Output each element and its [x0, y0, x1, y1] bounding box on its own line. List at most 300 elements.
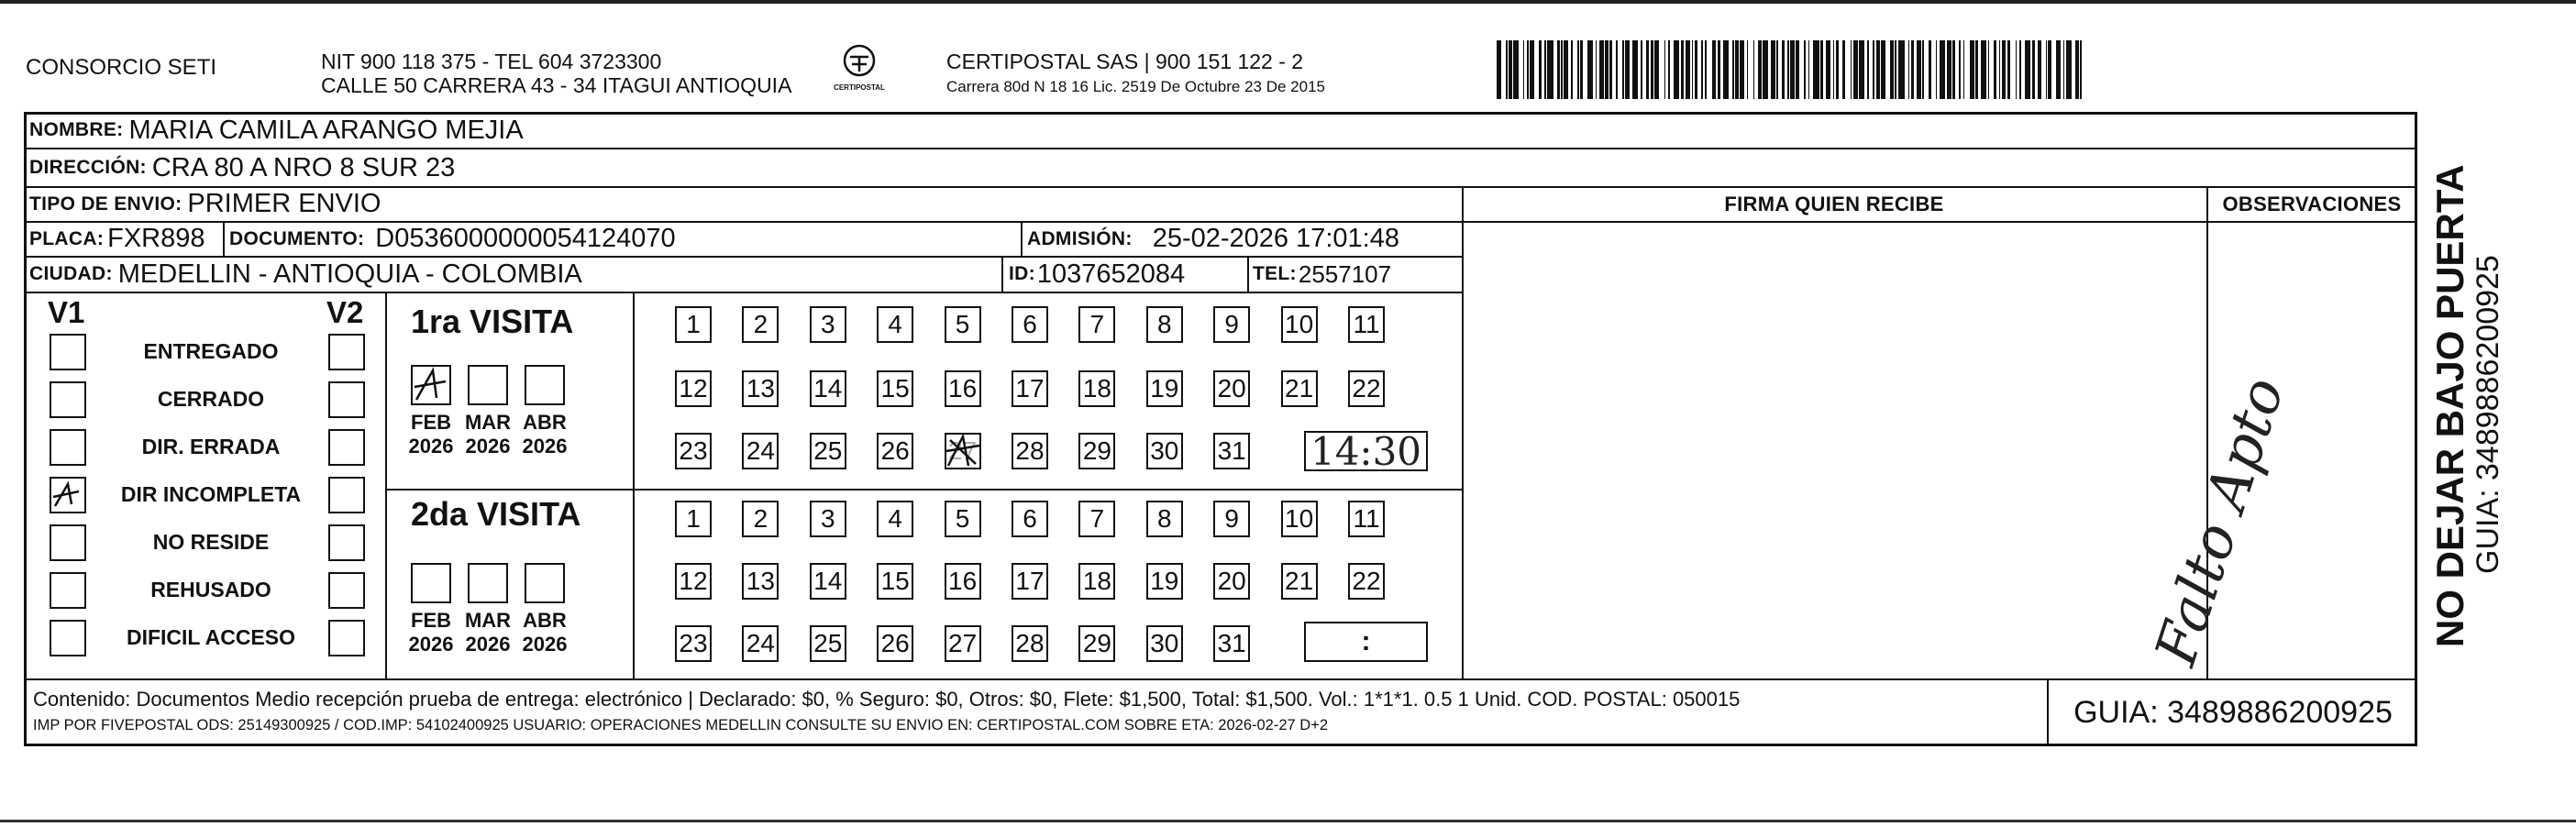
certipostal-line1: CERTIPOSTAL SAS | 900 151 122 - 2	[946, 50, 1304, 73]
barcode-bar	[2002, 40, 2007, 99]
barcode-bar	[1596, 40, 1598, 99]
day-box[interactable]	[945, 563, 981, 600]
day-box[interactable]	[1348, 563, 1385, 600]
day-number: 1	[686, 310, 701, 338]
barcode-bar	[1599, 40, 1604, 99]
scan-bottom-edge	[0, 820, 2576, 822]
barcode-bar	[1753, 40, 1755, 99]
day-box[interactable]	[675, 306, 712, 343]
barcode-bar	[2007, 40, 2010, 99]
visit2-time-box[interactable]: :	[1304, 622, 1428, 662]
day-box[interactable]	[877, 501, 913, 537]
barcode-bar	[2019, 40, 2021, 99]
barcode-bar	[1622, 40, 1624, 99]
month-label: ABR	[523, 609, 567, 632]
day-number: 15	[880, 374, 910, 402]
documento-value: D0536000000054124070	[375, 224, 676, 253]
placa-label: PLACA:	[29, 227, 105, 249]
barcode-bar	[1876, 40, 1879, 99]
day-box[interactable]	[810, 433, 846, 469]
barcode-bar	[1705, 40, 1707, 99]
barcode-bar	[1616, 40, 1618, 99]
barcode-bar	[1523, 40, 1525, 99]
barcode-bar	[1952, 40, 1955, 99]
day-number: 7	[1089, 310, 1105, 338]
day-box[interactable]	[742, 306, 779, 343]
barcode-bar	[1959, 40, 1961, 99]
side-no-dejar: NO DEJAR BAJO PUERTA	[2428, 164, 2471, 647]
barcode-bar	[1587, 40, 1593, 99]
barcode-bar	[1947, 40, 1951, 99]
day-box[interactable]	[945, 433, 981, 469]
month-checkbox[interactable]	[411, 563, 451, 603]
barcode-bar	[1826, 40, 1830, 99]
barcode-bar	[1580, 40, 1583, 99]
observation-handwriting: Falto Apto	[2141, 369, 2297, 673]
day-box[interactable]	[742, 563, 779, 600]
admision-label: ADMISIÓN:	[1027, 227, 1133, 249]
year-label: 2026	[522, 435, 568, 458]
day-box[interactable]	[1281, 306, 1318, 343]
barcode-bar	[1758, 40, 1761, 99]
day-number: 20	[1217, 374, 1246, 402]
documento-label: DOCUMENTO:	[229, 227, 365, 249]
direccion-label: DIRECCIÓN:	[29, 157, 147, 178]
barcode-bar	[1988, 40, 1990, 99]
barcode-bar	[2046, 40, 2048, 99]
day-box[interactable]	[1078, 501, 1115, 537]
logo-text: CERTIPOSTAL	[834, 83, 885, 92]
month-label: MAR	[464, 609, 512, 632]
visit1-time-box[interactable]: 14:30	[1304, 431, 1428, 471]
month-label: FEB	[411, 609, 451, 632]
day-box[interactable]	[1213, 501, 1250, 537]
day-number: 28	[1015, 629, 1045, 657]
v1-checkbox[interactable]	[50, 429, 86, 466]
day-box[interactable]	[1146, 433, 1183, 469]
day-box[interactable]	[1078, 433, 1115, 469]
barcode-bar	[1771, 40, 1775, 99]
visit1-title: 1ra VISITA	[411, 303, 574, 340]
day-number: 6	[1023, 504, 1037, 533]
day-box[interactable]	[810, 563, 846, 600]
barcode-bar	[1609, 40, 1612, 99]
day-box[interactable]	[1012, 370, 1048, 407]
v1-label: V1	[48, 295, 85, 329]
v2-checkbox[interactable]	[328, 620, 365, 656]
day-box[interactable]	[675, 563, 712, 600]
v2-checkbox[interactable]	[328, 429, 365, 466]
barcode-bar	[1735, 40, 1738, 99]
day-number: 11	[1353, 310, 1380, 338]
scan-top-edge	[0, 0, 2576, 4]
barcode-bar	[1544, 40, 1546, 99]
footer-imp: IMP POR FIVEPOSTAL ODS: 25149300925 / COD.IMP: 54102400925 USUARIO: OPERACIONES MEDELLIN CONSULTE SU ENVIO EN: CERTIPOSTAL.COM SOBRE ETA: 2026-02-27 D+2	[33, 717, 1329, 733]
day-number: 16	[948, 567, 978, 595]
divider-visits	[385, 489, 1462, 491]
barcode-bar	[1836, 40, 1839, 99]
barcode-bar	[1646, 40, 1649, 99]
ciudad-label: CIUDAD:	[29, 263, 113, 284]
barcode-bar	[2032, 40, 2035, 99]
divider-footer	[26, 678, 2416, 680]
barcode-bar	[1561, 40, 1563, 99]
divider-direccion	[26, 186, 2416, 188]
certipostal-logo	[827, 44, 891, 99]
day-number: 29	[1082, 436, 1111, 465]
barcode-bar	[1547, 40, 1553, 99]
barcode-bar	[2025, 40, 2030, 99]
visit2-title: 2da VISITA	[411, 495, 581, 533]
barcode-bar	[2056, 40, 2061, 99]
divider-months-days	[633, 292, 635, 678]
day-number: 8	[1157, 504, 1172, 533]
day-number: 31	[1217, 629, 1246, 657]
nit-line: NIT 900 118 375 - TEL 604 3723300	[321, 50, 662, 73]
tel-label: TEL:	[1253, 263, 1297, 284]
barcode-bar	[1740, 40, 1744, 99]
barcode-bar	[1513, 40, 1519, 99]
barcode-bar	[1776, 40, 1778, 99]
day-number: 17	[1015, 374, 1045, 402]
barcode-bar	[1867, 40, 1869, 99]
day-box[interactable]	[877, 370, 913, 407]
day-number: 25	[813, 629, 843, 657]
day-number: 30	[1150, 629, 1179, 657]
v2-checkbox[interactable]	[328, 477, 365, 513]
day-box[interactable]	[1146, 563, 1183, 600]
barcode-bar	[1527, 40, 1529, 99]
day-box[interactable]	[1012, 501, 1048, 537]
v1-checkbox[interactable]	[50, 334, 86, 370]
barcode-bar	[2063, 40, 2065, 99]
day-number: 18	[1082, 374, 1111, 402]
barcode-bar	[1625, 40, 1630, 99]
reason-label: DIR INCOMPLETA	[120, 482, 302, 506]
barcode-bar	[2075, 40, 2078, 99]
barcode-bar	[1842, 40, 1845, 99]
day-box[interactable]	[1213, 370, 1250, 407]
nombre-value: MARIA CAMILA ARANGO MEJIA	[128, 115, 524, 145]
month-checkbox[interactable]	[525, 365, 565, 405]
day-box[interactable]	[1078, 625, 1115, 662]
day-number: 20	[1217, 567, 1246, 595]
day-box[interactable]	[877, 563, 913, 600]
day-number: 2	[753, 504, 768, 533]
day-number: 21	[1285, 567, 1314, 595]
barcode-bar	[2048, 40, 2051, 99]
barcode-bar	[1890, 40, 1893, 99]
certipostal-line2: Carrera 80d N 18 16 Lic. 2519 De Octubre 23 De 2015	[946, 78, 1325, 95]
barcode-bar	[1873, 40, 1874, 99]
v1-checkbox[interactable]	[50, 477, 86, 513]
day-box[interactable]	[675, 625, 712, 662]
barcode-bar	[1787, 40, 1789, 99]
v2-checkbox[interactable]	[328, 334, 365, 370]
day-number: 14	[813, 374, 843, 402]
day-number: 12	[679, 374, 708, 402]
day-number: 12	[679, 567, 708, 595]
footer-guia: GUIA: 3489886200925	[2073, 695, 2393, 730]
barcode-bar	[1999, 40, 2001, 99]
divider-obs-header	[1462, 221, 2416, 223]
barcode-bar	[1686, 40, 1690, 99]
barcode-bar	[1701, 40, 1703, 99]
reason-label: DIR. ERRADA	[141, 435, 281, 458]
barcode-bar	[1692, 40, 1694, 99]
day-box[interactable]	[1146, 370, 1183, 407]
barcode-bar	[1651, 40, 1653, 99]
barcode-bar	[1898, 40, 1904, 99]
day-number: 15	[880, 567, 910, 595]
nombre-row	[29, 113, 524, 148]
barcode-bar	[1908, 40, 1910, 99]
day-box[interactable]	[675, 501, 712, 537]
barcode-bar	[1940, 40, 1945, 99]
day-box[interactable]	[1348, 501, 1385, 537]
year-label: 2026	[465, 633, 511, 656]
day-number: 19	[1150, 374, 1179, 402]
day-box[interactable]	[1348, 370, 1385, 407]
ciudad-cell	[29, 257, 582, 292]
footer-contenido: Contenido: Documentos Medio recepción prueba de entrega: electrónico | Declarado: $0, % Seguro: $0, Otros: $0, Flete: $1,500, Total: $1,500. Vol.: 1*1*1. 0.5 1 Unid. COD. POSTAL: 050015	[33, 688, 1741, 711]
divider-ciudad-id	[1001, 256, 1003, 292]
day-number: 7	[1089, 504, 1105, 533]
month-label: ABR	[523, 411, 567, 434]
year-label: 2026	[522, 633, 568, 656]
check-mark-icon	[413, 367, 449, 403]
barcode-bar	[1509, 40, 1511, 99]
day-box[interactable]	[945, 306, 981, 343]
day-box[interactable]	[1012, 625, 1048, 662]
day-box[interactable]	[1012, 433, 1048, 469]
barcode-bar	[1577, 40, 1579, 99]
barcode-bar	[1497, 40, 1501, 99]
day-box[interactable]	[1078, 563, 1115, 600]
barcode-bar	[1929, 40, 1931, 99]
day-box[interactable]	[1213, 563, 1250, 600]
month-label: MAR	[464, 411, 512, 434]
day-box[interactable]	[1012, 306, 1048, 343]
day-number: 17	[1015, 567, 1045, 595]
v2-checkbox[interactable]	[328, 572, 365, 609]
day-number: 22	[1352, 567, 1381, 595]
day-box[interactable]	[945, 501, 981, 537]
barcode-bar	[1747, 40, 1749, 99]
tipo-row	[29, 187, 381, 221]
day-number: 4	[888, 504, 902, 533]
barcode-bar	[1732, 40, 1734, 99]
day-box[interactable]	[1078, 306, 1115, 343]
v1-checkbox[interactable]	[50, 620, 86, 656]
day-number: 4	[888, 310, 902, 338]
barcode-bar	[1851, 40, 1852, 99]
tipo-label: TIPO DE ENVIO:	[29, 193, 182, 215]
barcode-bar	[1763, 40, 1768, 99]
barcode-bar	[1922, 40, 1924, 99]
barcode-bar	[1917, 40, 1921, 99]
month-checkbox[interactable]	[411, 365, 451, 405]
barcode-bar	[1963, 40, 1965, 99]
day-number: 16	[948, 374, 978, 402]
barcode-bar	[1664, 40, 1666, 99]
day-number: 11	[1353, 504, 1380, 533]
divider-guia-footer	[2047, 678, 2049, 746]
month-checkbox[interactable]	[468, 563, 508, 603]
day-box[interactable]	[1348, 306, 1385, 343]
v1-checkbox[interactable]	[50, 381, 86, 418]
day-number: 23	[679, 629, 708, 657]
day-box[interactable]	[877, 433, 913, 469]
day-number: 9	[1224, 310, 1239, 338]
day-box[interactable]	[945, 370, 981, 407]
day-box[interactable]	[1146, 501, 1183, 537]
day-number: 22	[1352, 374, 1381, 402]
barcode-bar	[1712, 40, 1717, 99]
day-box[interactable]	[810, 306, 846, 343]
barcode-bar	[1808, 40, 1810, 99]
day-number: 3	[821, 310, 835, 338]
year-label: 2026	[408, 435, 454, 458]
year-label: 2026	[408, 633, 454, 656]
divider-ciudad	[26, 292, 1462, 293]
divider-placa-doc	[223, 221, 225, 256]
barcode-bar	[1668, 40, 1670, 99]
placa-value: FXR898	[107, 224, 205, 253]
admision-value: 25-02-2026 17:01:48	[1152, 224, 1399, 253]
day-box[interactable]	[877, 625, 913, 662]
day-number: 5	[955, 310, 970, 338]
year-label: 2026	[465, 435, 511, 458]
day-number: 30	[1150, 436, 1179, 465]
certipostal-logo-icon	[839, 44, 879, 81]
divider-reasons-visits	[385, 292, 387, 678]
tipo-value: PRIMER ENVIO	[187, 189, 381, 218]
barcode-bar	[1571, 40, 1573, 99]
month-checkbox[interactable]	[525, 563, 565, 603]
barcode-bar	[1881, 40, 1885, 99]
barcode-bar	[1695, 40, 1697, 99]
barcode-bar	[1796, 40, 1798, 99]
day-number: 18	[1082, 567, 1111, 595]
reason-label: ENTREGADO	[143, 339, 279, 363]
day-box[interactable]	[1281, 501, 1318, 537]
day-box[interactable]	[1281, 370, 1318, 407]
barcode-bar	[1936, 40, 1938, 99]
day-box[interactable]	[742, 501, 779, 537]
day-number: 13	[746, 374, 775, 402]
reason-label: DIFICIL ACCESO	[126, 625, 295, 649]
day-box[interactable]	[1146, 306, 1183, 343]
day-box[interactable]	[742, 370, 779, 407]
barcode-bar	[1853, 40, 1858, 99]
day-number: 24	[746, 629, 775, 657]
barcode-bar	[2066, 40, 2072, 99]
day-number: 9	[1224, 504, 1239, 533]
barcode-bar	[1975, 40, 1978, 99]
barcode-bar	[1718, 40, 1720, 99]
day-box[interactable]	[877, 306, 913, 343]
barcode-bar	[1605, 40, 1608, 99]
id-value: 1037652084	[1036, 259, 1186, 289]
day-box[interactable]	[742, 433, 779, 469]
barcode-bar	[1859, 40, 1864, 99]
barcode-bar	[1539, 40, 1542, 99]
check-mark-icon	[51, 479, 84, 512]
reason-label: CERRADO	[157, 387, 265, 411]
barcode-bar	[1813, 40, 1819, 99]
day-box[interactable]	[1012, 563, 1048, 600]
day-box[interactable]	[1213, 625, 1250, 662]
barcode-bar	[1970, 40, 1974, 99]
reason-label: REHUSADO	[150, 578, 271, 601]
barcode-bar	[2016, 40, 2018, 99]
v2-checkbox[interactable]	[328, 381, 365, 418]
id-label: ID:	[1009, 263, 1035, 284]
day-box[interactable]	[675, 433, 712, 469]
day-number: 28	[1015, 436, 1045, 465]
day-box[interactable]	[1213, 306, 1250, 343]
barcode-bar	[1506, 40, 1508, 99]
day-box[interactable]	[675, 370, 712, 407]
day-number: 26	[880, 629, 910, 657]
barcode-bar	[1641, 40, 1642, 99]
barcode-bar	[1790, 40, 1795, 99]
company-name: CONSORCIO SETI	[26, 55, 217, 80]
divider-id-tel	[1247, 256, 1249, 292]
month-checkbox[interactable]	[468, 365, 508, 405]
day-box[interactable]	[742, 625, 779, 662]
day-box[interactable]	[1213, 433, 1250, 469]
barcode-bar	[1782, 40, 1785, 99]
barcode-bar	[1723, 40, 1729, 99]
barcode-bar	[1530, 40, 1534, 99]
day-number: 24	[746, 436, 775, 465]
day-box[interactable]	[1281, 563, 1318, 600]
day-number: 31	[1217, 436, 1246, 465]
barcode-bar	[1654, 40, 1659, 99]
firma-header: FIRMA QUIEN RECIBE	[1724, 193, 1944, 215]
barcode-bar	[1981, 40, 1986, 99]
barcode-bar	[1911, 40, 1914, 99]
day-number: 27	[948, 629, 978, 657]
barcode-bar	[1632, 40, 1638, 99]
day-box[interactable]	[810, 370, 846, 407]
side-guia: GUIA: 3489886200925	[2471, 255, 2505, 574]
day-mark-icon	[945, 433, 981, 469]
day-box[interactable]	[1146, 625, 1183, 662]
placa-cell	[29, 222, 205, 256]
day-box[interactable]	[810, 625, 846, 662]
day-box[interactable]	[1078, 370, 1115, 407]
day-box[interactable]	[945, 625, 981, 662]
day-number: 8	[1157, 310, 1172, 338]
day-number: 5	[955, 504, 970, 533]
day-box[interactable]	[810, 501, 846, 537]
address-line: CALLE 50 CARRERA 43 - 34 ITAGUI ANTIOQUIA	[321, 73, 792, 97]
day-number: 10	[1285, 310, 1314, 338]
divider-doc-admision	[1021, 221, 1023, 256]
v1-checkbox[interactable]	[50, 524, 86, 561]
divider-firma-left	[1462, 186, 1464, 678]
barcode-bar	[2080, 40, 2082, 99]
v1-checkbox[interactable]	[50, 572, 86, 609]
barcode-bar	[1564, 40, 1568, 99]
day-number: 19	[1150, 567, 1179, 595]
ciudad-value: MEDELLIN - ANTIOQUIA - COLOMBIA	[117, 259, 582, 289]
v2-checkbox[interactable]	[328, 524, 365, 561]
direccion-row	[29, 149, 455, 186]
